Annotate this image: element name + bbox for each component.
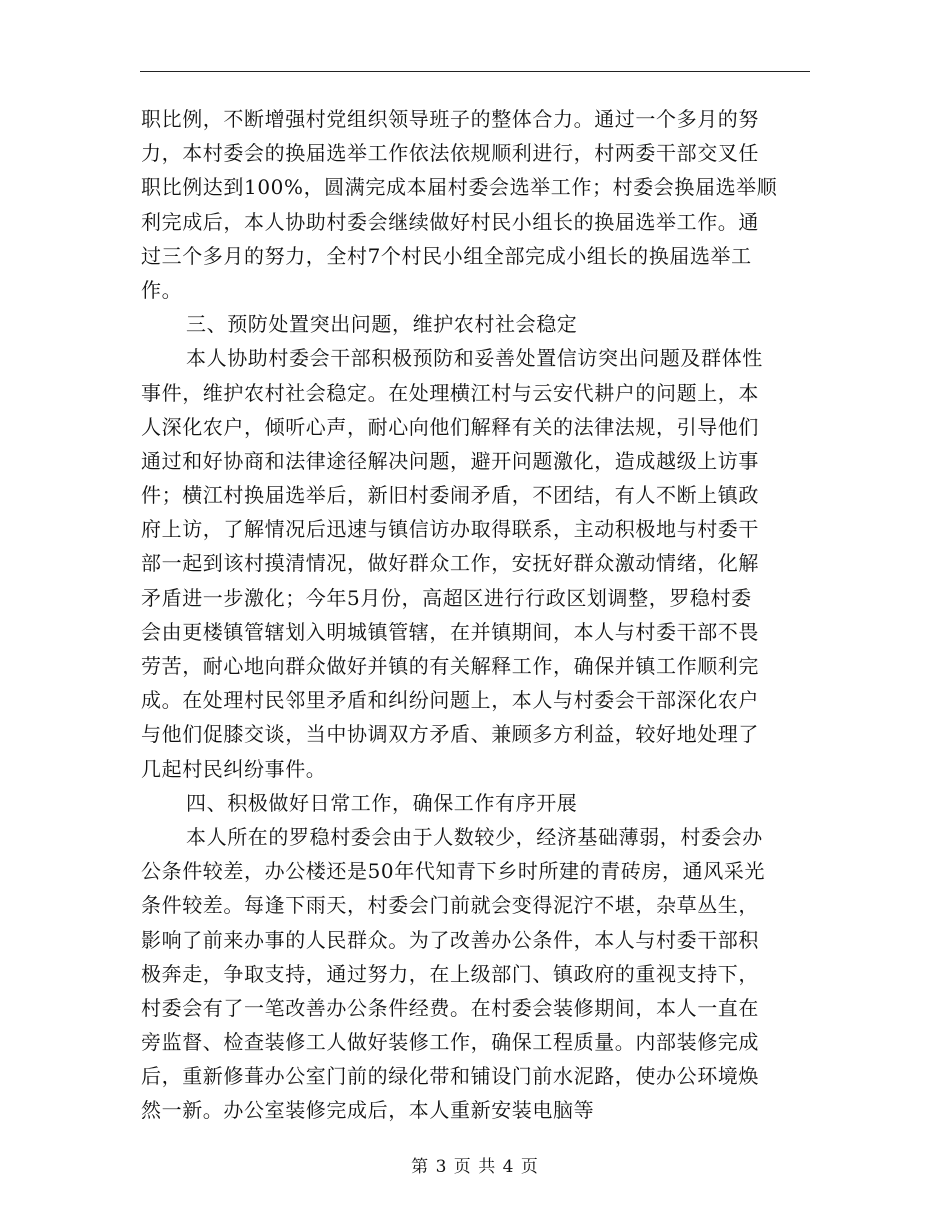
text-line: 本人所在的罗稳村委会由于人数较少，经济基础薄弱，村委会办 <box>186 824 763 849</box>
text-line: 与他们促膝交谈，当中协调双方矛盾、兼顾多方利益，较好地处理了 <box>141 722 759 747</box>
section-heading: 三、预防处置突出问题，维护农村社会稳定 <box>186 312 578 337</box>
text-line: 会由更楼镇管辖划入明城镇管辖，在并镇期间，本人与村委干部不畏 <box>141 619 759 644</box>
header-rule <box>140 71 810 72</box>
text-line: 部一起到该村摸清情况，做好群众工作，安抚好群众激动情绪，化解 <box>141 551 759 576</box>
document-body <box>141 102 809 1128</box>
text-line: 利完成后，本人协助村委会继续做好村民小组长的换届选举工作。通 <box>141 209 759 234</box>
text-line: 过三个多月的努力，全村7个村民小组全部完成小组长的换届选举工 <box>141 243 752 268</box>
text-line: 成。在处理村民邻里矛盾和纠纷问题上，本人与村委会干部深化农户 <box>141 688 759 713</box>
text-line: 本人协助村委会干部积极预防和妥善处置信访突出问题及群体性 <box>186 346 763 371</box>
text-line: 事件，维护农村社会稳定。在处理横江村与云安代耕户的问题上，本 <box>141 380 759 405</box>
text-line: 然一新。办公室装修完成后，本人重新安装电脑等 <box>141 1098 595 1123</box>
text-line: 通过和好协商和法律途径解决问题，避开问题激化，造成越级上访事 <box>141 448 759 473</box>
text-line: 劳苦，耐心地向群众做好并镇的有关解释工作，确保并镇工作顺利完 <box>141 654 759 678</box>
section-heading: 四、积极做好日常工作，确保工作有序开展 <box>186 790 578 815</box>
text-line: 村委会有了一笔改善办公条件经费。在村委会装修期间，本人一直在 <box>141 995 759 1020</box>
text-line: 极奔走，争取支持，通过努力，在上级部门、镇政府的重视支持下， <box>141 961 759 986</box>
text-line: 作。 <box>141 277 183 302</box>
text-line: 几起村民纠纷事件。 <box>141 756 327 781</box>
text-line: 府上访，了解情况后迅速与镇信访办取得联系，主动积极地与村委干 <box>141 517 759 542</box>
text-line: 后，重新修葺办公室门前的绿化带和铺设门前水泥路，使办公环境焕 <box>141 1064 759 1089</box>
text-line: 职比例达到100%，圆满完成本届村委会选举工作；村委会换届选举顺 <box>141 175 778 200</box>
text-line: 旁监督、检查装修工人做好装修工作，确保工程质量。内部装修完成 <box>141 1030 759 1055</box>
text-line: 职比例，不断增强村党组织领导班子的整体合力。通过一个多月的努 <box>141 107 759 131</box>
text-line: 影响了前来办事的人民群众。为了改善办公条件，本人与村委干部积 <box>141 927 759 952</box>
page-footer: 第 3 页 共 4 页 <box>411 1157 539 1177</box>
text-line: 件；横江村换届选举后，新旧村委闹矛盾，不团结，有人不断上镇政 <box>141 483 759 508</box>
text-line: 矛盾进一步激化；今年5月份，高超区进行行政区划调整，罗稳村委 <box>141 585 752 610</box>
text-line: 公条件较差，办公楼还是50年代知青下乡时所建的青砖房，通风采光 <box>141 859 766 884</box>
text-line: 力，本村委会的换届选举工作依法依规顺利进行，村两委干部交叉任 <box>141 141 759 166</box>
text-line: 人深化农户，倾听心声，耐心向他们解释有关的法律法规，引导他们 <box>141 414 759 439</box>
text-line: 条件较差。每逢下雨天，村委会门前就会变得泥泞不堪，杂草丛生， <box>141 893 759 918</box>
